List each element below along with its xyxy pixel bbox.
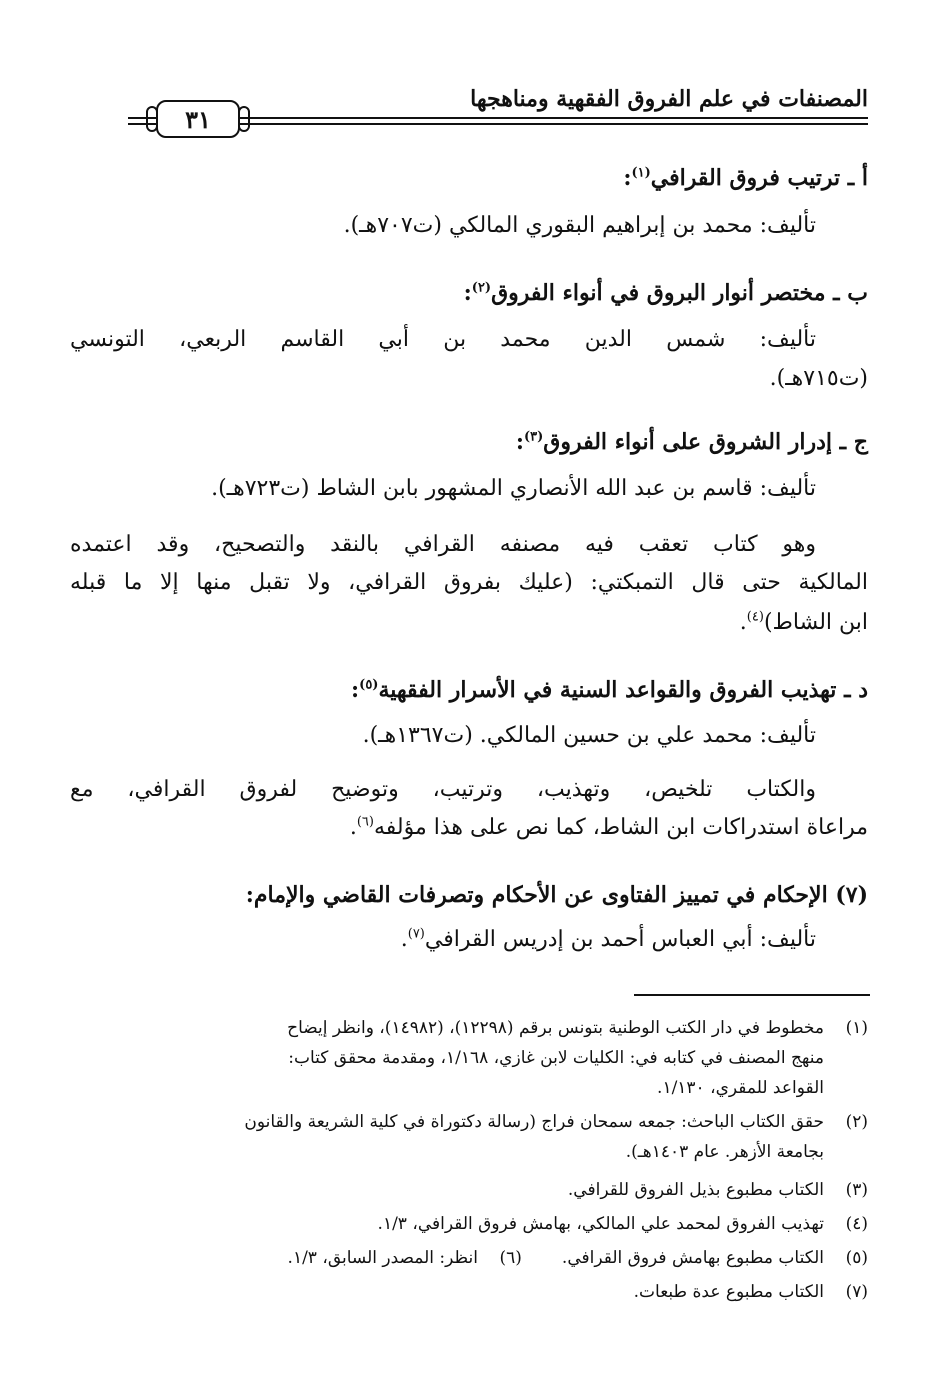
footnote-ref[interactable]: (٧) <box>407 926 425 942</box>
header-rule <box>240 123 868 125</box>
author-line: تأليف: محمد بن إبراهيم البقوري المالكي (ت٧٠٧هـ). <box>343 213 816 238</box>
author-line: تأليف: محمد علي بن حسين المالكي. (ت١٣٦٧هـ). <box>362 723 816 748</box>
footnote-ref[interactable]: (٥) <box>359 677 379 693</box>
author-line: تأليف: أبي العباس أحمد بن إدريس القرافي$^{(٧)}$. <box>400 926 816 952</box>
author-line: تأليف: شمس الدين محمد بن أبي القاسم الربعي، التونسي <box>70 327 816 352</box>
page-number-badge <box>156 100 240 138</box>
heading-a: أ ـ ترتيب فروق القرافي$^{(١)}$: <box>623 165 868 191</box>
footnote-ref[interactable]: (٢) <box>471 280 492 296</box>
footnote-3: (٣)الكتاب مطبوع بذيل الفروق للقرافي. <box>567 1180 868 1200</box>
footnote-ref[interactable]: (٤) <box>746 609 764 625</box>
footnote-4: (٤)تهذيب الفروق لمحمد علي المالكي، بهامش فروق القرافي، ١/٣. <box>377 1214 868 1234</box>
heading-b: ب ـ مختصر أنوار البروق في أنواء الفروق$^{(٢)}$: <box>463 280 868 306</box>
heading-d: د ـ تهذيب الفروق والقواعد السنية في الأسرار الفقهية$^{(٥)}$: <box>351 677 868 703</box>
author-line-cont: (ت٧١٥هـ). <box>769 366 868 391</box>
paragraph-line: والكتاب تلخيص، وتهذيب، وترتيب، وتوضيح لفروق القرافي، مع <box>70 777 816 802</box>
footnote-1-cont: منهج المصنف في كتابه في: الكليات لابن غازي، ١/١٦٨، ومقدمة محقق كتاب: <box>288 1048 824 1068</box>
heading-c: ج ـ إدرار الشروق على أنواء الفروق$^{(٣)}$: <box>515 429 868 455</box>
paragraph-line: ابن الشاط)$^{(٤)}$. <box>739 609 868 635</box>
heading-7: (٧) الإحكام في تمييز الفتاوى عن الأحكام وتصرفات القاضي والإمام: <box>245 882 868 908</box>
footnote-ref[interactable]: (٦) <box>356 814 374 830</box>
footnote-5-6: (٥)الكتاب مطبوع بهامش فروق القرافي.(٦)انظر: المصدر السابق، ١/٣. <box>287 1248 868 1268</box>
page-number: ٣١ <box>185 104 211 134</box>
paragraph-line: وهو كتاب تعقب فيه مصنفه القرافي بالنقد والتصحيح، وقد اعتمده <box>70 532 816 557</box>
header-rule <box>240 117 868 119</box>
footnote-ref[interactable]: (١) <box>631 165 651 181</box>
footnote-2: (٢)حقق الكتاب الباحث: جمعه سمحان فراج (رسالة دكتوراة في كلية الشريعة والقانون <box>244 1112 868 1132</box>
footnote-ref[interactable]: (٣) <box>523 429 544 445</box>
footnote-2-cont: بجامعة الأزهر. عام ١٤٠٣هـ). <box>625 1142 824 1162</box>
paragraph-line: مراعاة استدراكات ابن الشاط، كما نص على هذا مؤلفه$^{(٦)}$. <box>349 814 868 840</box>
footnote-separator <box>634 994 870 996</box>
footnote-7: (٧)الكتاب مطبوع عدة طبعات. <box>633 1282 868 1302</box>
paragraph-line: المالكية حتى قال التمبكتي: (عليك بفروق القرافي، ولا تقبل منها إلا ما قبله <box>70 570 868 595</box>
footnote-1-cont: القواعد للمقري، ١/١٣٠. <box>657 1078 824 1098</box>
running-header-title: المصنفات في علم الفروق الفقهية ومناهجها <box>470 86 868 112</box>
footnote-1: (١)مخطوط في دار الكتب الوطنية بتونس برقم (١٢٢٩٨)، (١٤٩٨٢)، وانظر إيضاح <box>287 1018 868 1038</box>
author-line: تأليف: قاسم بن عبد الله الأنصاري المشهور بابن الشاط (ت٧٢٣هـ). <box>211 476 816 501</box>
